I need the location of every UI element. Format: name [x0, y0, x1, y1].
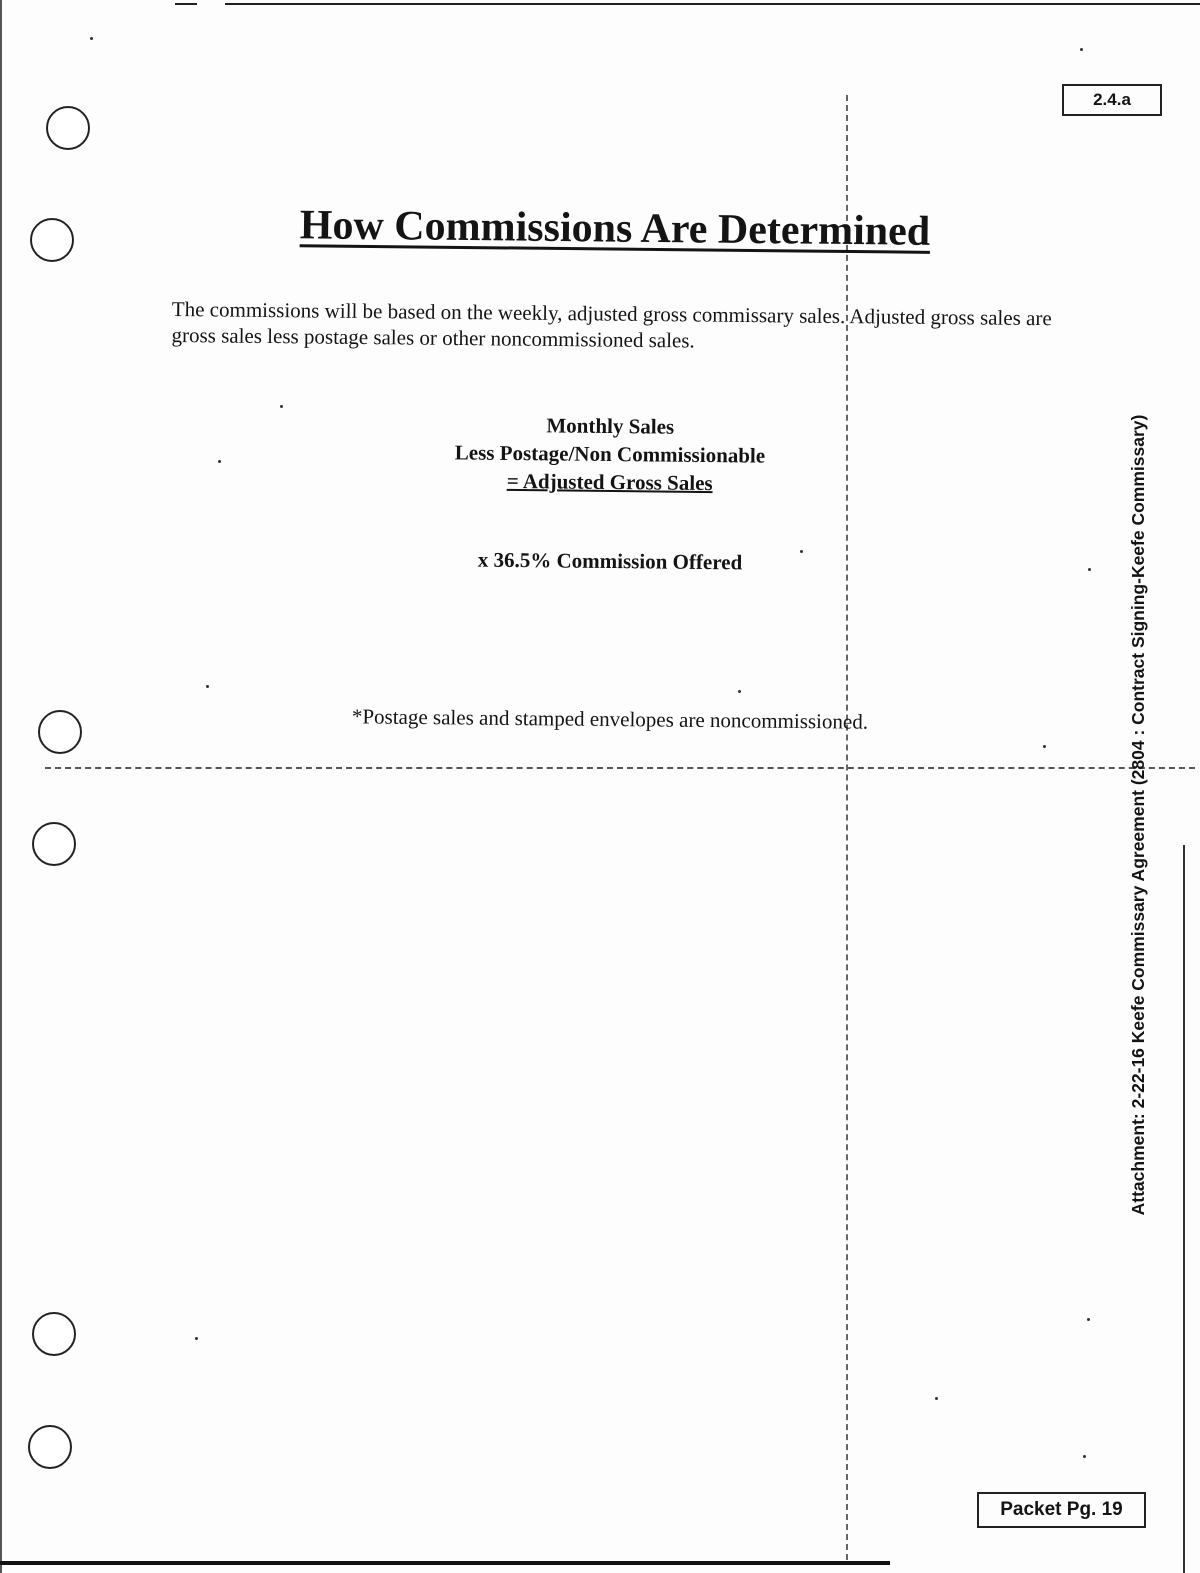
binder-hole-icon: [32, 1312, 76, 1356]
scan-speck: [1080, 48, 1083, 51]
scan-edge-top-short: [175, 3, 197, 5]
scan-edge-right: [1183, 845, 1185, 1573]
scan-speck: [280, 405, 283, 408]
scan-edge-top: [225, 3, 1200, 5]
formula-block: [380, 410, 841, 499]
section-tag: 2.4.a: [1062, 84, 1162, 116]
page-title: How Commissions Are Determined: [299, 202, 931, 255]
intro-paragraph: The commissions will be based on the weekly, adjusted gross commissary sales. Adjusted gross sales are gross sales less postage sales or other noncommissioned sales.: [171, 296, 1052, 353]
binder-hole-icon: [32, 822, 76, 866]
footnote: *Postage sales and stamped envelopes are noncommissioned.: [351, 704, 869, 734]
packet-page-number: Packet Pg. 19: [977, 1492, 1146, 1528]
scan-speck: [218, 460, 221, 463]
scan-speck: [90, 37, 93, 40]
scan-speck: [738, 690, 741, 693]
scan-speck: [206, 685, 209, 688]
scan-speck: [935, 1397, 938, 1400]
scan-speck: [1043, 745, 1046, 748]
fold-crease-horizontal: [45, 767, 1195, 769]
binder-hole-icon: [30, 218, 74, 262]
binder-hole-icon: [28, 1425, 72, 1469]
formula-line-monthly-sales: Monthly Sales: [546, 413, 675, 439]
formula-line-adjusted-gross: = Adjusted Gross Sales: [506, 468, 713, 496]
attachment-side-label: Attachment: 2-22-16 Keefe Commissary Agreement (2804 : Contract Signing-Keefe Commissary): [1128, 414, 1148, 1216]
scan-speck: [1083, 1455, 1086, 1458]
commission-rate-line: x 36.5% Commission Offered: [477, 547, 743, 575]
scan-speck: [1088, 568, 1091, 571]
scan-speck: [195, 1337, 198, 1340]
scan-edge-bottom: [0, 1561, 890, 1565]
scan-speck: [1087, 1318, 1090, 1321]
scan-edge-left: [0, 0, 2, 1573]
binder-hole-icon: [46, 106, 90, 150]
formula-line-less-postage: Less Postage/Non Commissionable: [454, 440, 766, 468]
binder-hole-icon: [38, 710, 82, 754]
scan-speck: [800, 550, 803, 553]
